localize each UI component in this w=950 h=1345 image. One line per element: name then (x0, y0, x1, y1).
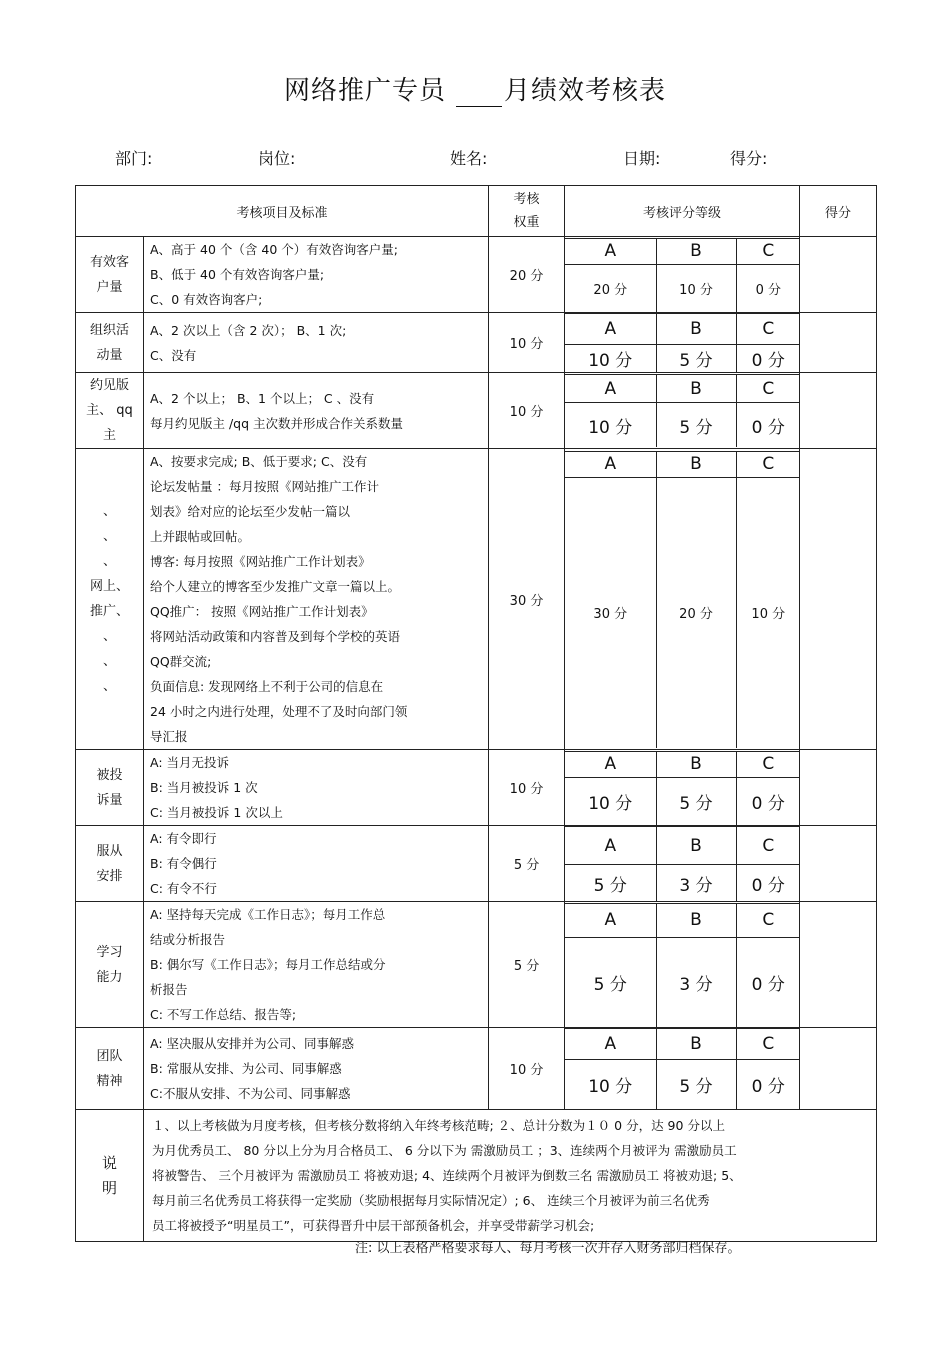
grade-letter: C (736, 903, 800, 937)
notes-label-line: 说 (101, 1153, 117, 1172)
grade-levels (565, 237, 800, 313)
header-weight-line2: 权重 (513, 215, 540, 230)
item-name (76, 373, 144, 449)
item-name (76, 449, 144, 750)
grade-table (565, 826, 800, 901)
score-input-cell[interactable] (800, 449, 877, 750)
grade-letter: A (565, 751, 656, 777)
notes-line: １、以上考核做为月度考核，但考核分数将纳入年终考核范畴; ２、总计分数为１０ 0 分，达 90 分以上 (152, 1118, 725, 1133)
item-name (76, 1028, 144, 1110)
criteria-line: C: 当月被投诉 1 次以上 (150, 805, 283, 820)
weight-value: 20 分 (489, 237, 565, 313)
criteria-line: 每月约见版主 /qq 主次数并形成合作关系数量 (150, 415, 404, 431)
grade-letter: A (565, 451, 656, 477)
grade-score: 5 分 (656, 1060, 736, 1110)
grade-levels (565, 373, 800, 449)
item-name-line: 安排 (96, 868, 123, 884)
grade-score: 0 分 (736, 264, 800, 312)
criteria-text (144, 373, 489, 449)
grade-score: 30 分 (565, 477, 656, 748)
criteria-line: QQ群交流; (150, 654, 212, 669)
item-name-line: 、 (102, 654, 116, 669)
grade-letter: C (736, 238, 800, 264)
criteria-line: B: 有令偶行 (150, 856, 217, 871)
header-score: 得分 (800, 186, 877, 237)
item-name-line: 户量 (96, 279, 123, 295)
grade-score: 10 分 (565, 345, 656, 373)
criteria-line: 导汇报 (150, 729, 188, 744)
title-prefix: 网络推广专员 (283, 76, 446, 106)
weight-value: 5 分 (489, 902, 565, 1028)
grade-letter: B (656, 238, 736, 264)
grade-score: 0 分 (736, 345, 800, 373)
criteria-line: A、2 次以上（含 2 次）； B、1 次; (150, 322, 347, 338)
criteria-line: 上并跟帖或回帖。 (150, 529, 251, 544)
notes-text (144, 1110, 877, 1242)
grade-score: 5 分 (565, 865, 656, 902)
criteria-line: B、低于 40 个有效咨询客户量; (150, 267, 325, 282)
grade-letter: C (736, 375, 800, 403)
criteria-text (144, 313, 489, 373)
criteria-line: A: 坚决服从安排并为公司、同事解惑 (150, 1036, 355, 1051)
criteria-text (144, 902, 489, 1028)
score-input-cell[interactable] (800, 826, 877, 902)
criteria-row (76, 902, 877, 1028)
grade-levels (565, 449, 800, 750)
notes-row (76, 1110, 877, 1242)
grade-letter: B (656, 1029, 736, 1060)
criteria-row (76, 1028, 877, 1110)
grade-score: 10 分 (656, 264, 736, 312)
grade-letter: C (736, 451, 800, 477)
grade-letter: B (656, 451, 736, 477)
criteria-line: B: 常服从安排、为公司、同事解惑 (150, 1061, 342, 1076)
weight-value: 10 分 (489, 373, 565, 449)
grade-score: 20 分 (656, 477, 736, 748)
grade-table (565, 238, 800, 312)
grade-letter: B (656, 314, 736, 345)
notes-line: 为月优秀员工、 80 分以上分为月合格员工、 6 分以下为 需激励员工 ；3、连续两个月被评为 需激励员工 (152, 1143, 737, 1158)
item-name-line: 约见版 (89, 378, 129, 393)
criteria-line: A、高于 40 个（含 40 个）有效咨询客户量; (150, 242, 398, 257)
criteria-line: 结或分析报告 (150, 932, 226, 947)
grade-letter: B (656, 827, 736, 865)
header-grades: 考核评分等级 (565, 186, 800, 237)
criteria-text (144, 1028, 489, 1110)
header-weight (489, 186, 565, 237)
criteria-text (144, 449, 489, 750)
item-name-line: 组织活 (89, 322, 129, 338)
criteria-text (144, 826, 489, 902)
notes-line: 每月前三名优秀员工将获得一定奖励（奖励根据每月实际情况定）; 6、 连续三个月被评为前三名优秀 (152, 1193, 710, 1208)
notes-line: 将被警告、 三个月被评为 需激励员工 将被劝退; 4、连续两个月被评为倒数三名 需激励员工 将被劝退; 5、 (152, 1168, 742, 1183)
item-name-line: 、 (102, 529, 116, 544)
grade-letter: A (565, 238, 656, 264)
score-input-cell[interactable] (800, 313, 877, 373)
criteria-line: 划表》给对应的论坛至少发帖一篇以 (150, 504, 351, 519)
grade-table (565, 903, 800, 1027)
grade-score: 0 分 (736, 1060, 800, 1110)
grade-levels (565, 826, 800, 902)
item-name (76, 237, 144, 313)
grade-levels (565, 750, 800, 826)
position-label: 岗位: (258, 149, 296, 168)
grade-letter: B (656, 375, 736, 403)
grade-letter: B (656, 751, 736, 777)
grade-score: 5 分 (565, 937, 656, 1027)
name-label: 姓名: (450, 149, 488, 168)
item-name (76, 826, 144, 902)
grade-levels (565, 1028, 800, 1110)
grade-score: 0 分 (736, 937, 800, 1027)
weight-value: 30 分 (489, 449, 565, 750)
month-blank[interactable] (456, 80, 502, 107)
dept-label: 部门: (115, 149, 153, 168)
weight-value: 10 分 (489, 313, 565, 373)
item-name-line: 推广、 (89, 604, 129, 619)
criteria-line: A、2 个以上； B、1 个以上； C 、没有 (150, 390, 375, 406)
date-label: 日期: (623, 149, 661, 168)
item-name-line: 有效客 (89, 254, 129, 270)
criteria-line: 给个人建立的博客至少发推广文章一篇以上。 (150, 579, 401, 594)
weight-value: 10 分 (489, 750, 565, 826)
header-weight-line1: 考核 (513, 192, 540, 207)
grade-letter: B (656, 903, 736, 937)
score-input-cell[interactable] (800, 237, 877, 313)
score-input-cell[interactable] (800, 373, 877, 449)
grade-score: 5 分 (656, 345, 736, 373)
grade-letter: A (565, 827, 656, 865)
grade-letter: C (736, 314, 800, 345)
grade-score: 3 分 (656, 865, 736, 902)
item-name (76, 313, 144, 373)
criteria-row (76, 237, 877, 313)
item-name-line: 精神 (96, 1073, 123, 1089)
item-name-line: 能力 (96, 969, 123, 985)
grade-score: 3 分 (656, 937, 736, 1027)
criteria-line: C: 有令不行 (150, 881, 217, 896)
item-name-line: 服从 (96, 843, 123, 859)
grade-table (565, 374, 800, 447)
criteria-line: B: 当月被投诉 1 次 (150, 780, 258, 795)
grade-score: 10 分 (736, 477, 800, 748)
grade-score: 0 分 (736, 865, 800, 902)
notes-label (76, 1110, 144, 1242)
criteria-text (144, 237, 489, 313)
item-name-line: 主、 qq (86, 403, 133, 418)
weight-value: 10 分 (489, 1028, 565, 1110)
criteria-line: 论坛发帖量 ：每月按照《网站推广工作计 (150, 479, 379, 494)
criteria-line: 析报告 (150, 982, 188, 997)
score-input-cell[interactable] (800, 750, 877, 826)
criteria-line: B: 偶尔写《工作日志》；每月工作总结或分 (150, 957, 386, 972)
criteria-line: A: 坚持每天完成《工作日志》；每月工作总 (150, 907, 386, 922)
item-name-line: 主 (102, 428, 116, 443)
grade-score: 0 分 (736, 777, 800, 825)
grade-letter: A (565, 375, 656, 403)
item-name-line: 动量 (96, 347, 123, 363)
grade-letter: C (736, 1029, 800, 1060)
criteria-line: C: 不写工作总结、报告等; (150, 1007, 297, 1022)
weight-value: 5 分 (489, 826, 565, 902)
grade-levels (565, 313, 800, 373)
header-row (76, 186, 877, 237)
page-title (0, 70, 950, 107)
grade-letter: A (565, 1029, 656, 1060)
score-label: 得分: (730, 149, 768, 168)
criteria-text (144, 750, 489, 826)
grade-table (565, 1028, 800, 1109)
notes-line: 员工将被授予“明星员工”，可获得晋升中层干部预备机会，并享受带薪学习机会; (152, 1218, 595, 1233)
criteria-line: 24 小时之内进行处理，处理不了及时向部门领 (150, 704, 408, 719)
score-input-cell[interactable] (800, 1028, 877, 1110)
grade-letter: A (565, 314, 656, 345)
grade-score: 20 分 (565, 264, 656, 312)
grade-score: 10 分 (565, 403, 656, 448)
criteria-row (76, 750, 877, 826)
criteria-line: QQ推广： 按照《网站推广工作计划表》 (150, 604, 374, 619)
grade-score: 10 分 (565, 777, 656, 825)
criteria-line: A、按要求完成; B、低于要求; C、没有 (150, 454, 368, 469)
criteria-row (76, 373, 877, 449)
criteria-line: 将网站活动政策和内容普及到每个学校的英语 (150, 629, 401, 644)
score-input-cell[interactable] (800, 902, 877, 1028)
item-name-line: 网上、 (89, 579, 129, 594)
criteria-line: 博客: 每月按照《网站推广工作计划表》 (150, 554, 371, 569)
criteria-row (76, 449, 877, 750)
item-name (76, 902, 144, 1028)
header-item: 考核项目及标准 (76, 186, 489, 237)
criteria-row (76, 826, 877, 902)
grade-score: 5 分 (656, 403, 736, 448)
item-name-line: 、 (102, 504, 116, 519)
criteria-line: 负面信息: 发现网络上不利于公司的信息在 (150, 679, 384, 694)
item-name-line: 被投 (96, 767, 123, 783)
item-name-line: 团队 (96, 1048, 123, 1064)
criteria-line: A: 当月无投诉 (150, 755, 230, 770)
assessment-table (75, 185, 877, 1242)
criteria-row (76, 313, 877, 373)
grade-score: 10 分 (565, 1060, 656, 1110)
assessment-body (76, 186, 877, 1242)
criteria-line: C、0 有效咨询客户; (150, 292, 263, 307)
footer-note: 注: 以上表格严格要求每人、每月考核一次并存入财务部归档保存。 (355, 1241, 741, 1256)
grade-score: 5 分 (656, 777, 736, 825)
criteria-line: C:不服从安排、不为公司、同事解惑 (150, 1086, 351, 1101)
item-name-line: 、 (102, 629, 116, 644)
grade-letter: A (565, 903, 656, 937)
item-name-line: 学习 (96, 944, 123, 960)
grade-table (565, 751, 800, 825)
item-name-line: 、 (102, 679, 116, 694)
grade-letter: C (736, 827, 800, 865)
title-suffix: 月绩效考核表 (504, 76, 667, 106)
criteria-line: A: 有令即行 (150, 831, 217, 846)
criteria-line: C、没有 (150, 347, 197, 363)
item-name-line: 诉量 (96, 792, 123, 808)
item-name-line: 、 (102, 554, 116, 569)
grade-table (565, 313, 800, 372)
item-name (76, 750, 144, 826)
grade-score: 0 分 (736, 403, 800, 448)
grade-letter: C (736, 751, 800, 777)
notes-label-line: 明 (101, 1178, 117, 1197)
grade-levels (565, 902, 800, 1028)
grade-table (565, 451, 800, 748)
